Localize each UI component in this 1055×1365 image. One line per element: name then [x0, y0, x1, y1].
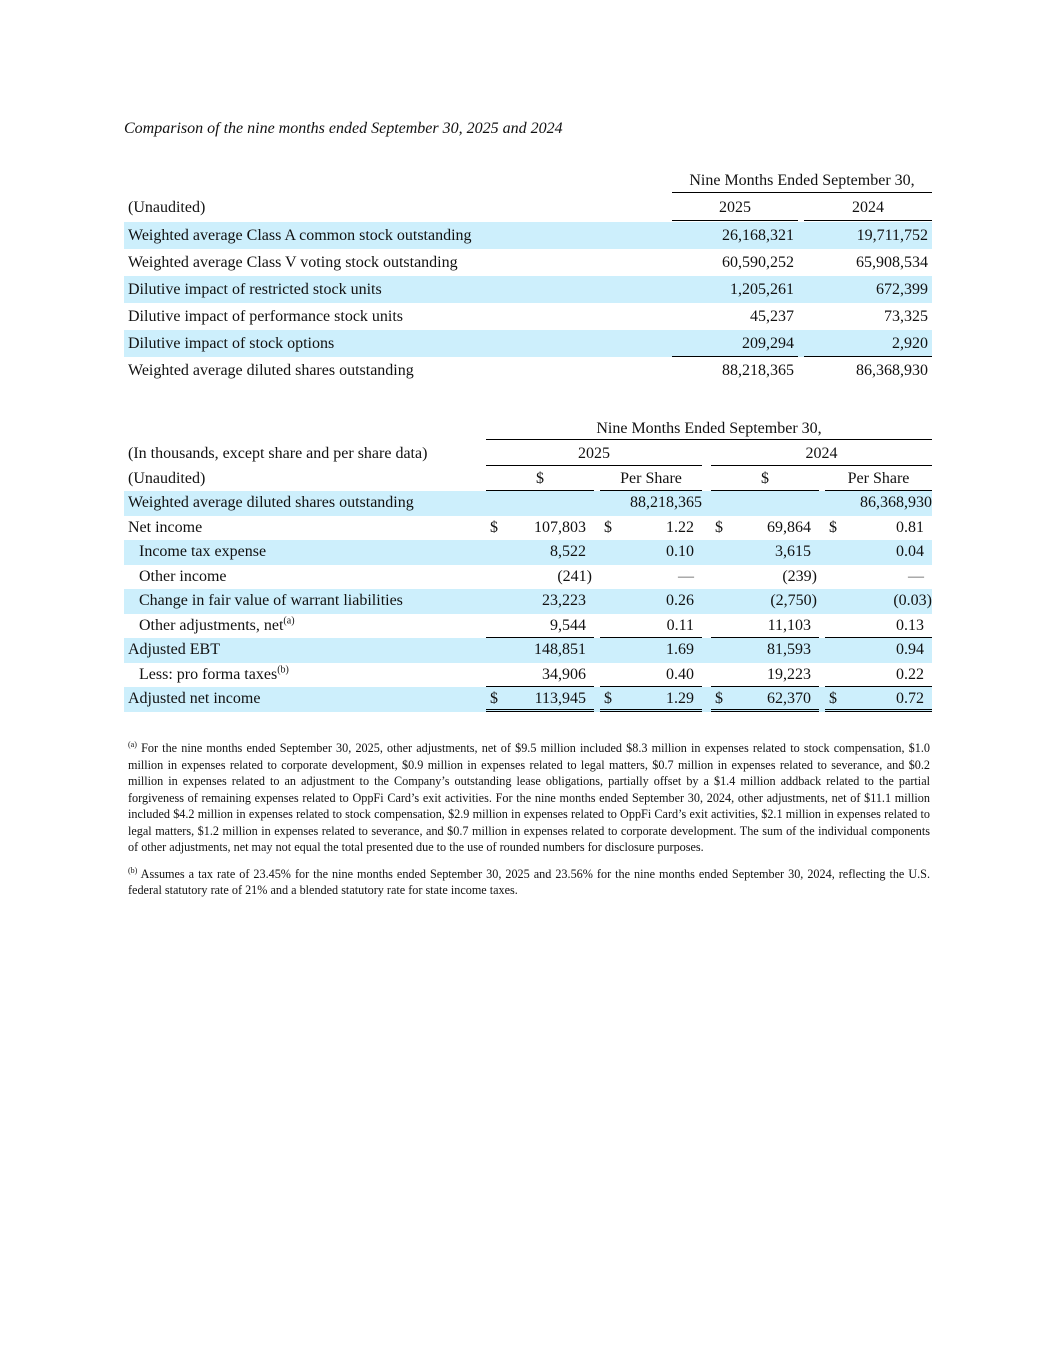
value-2025: $ 107,803: [490, 518, 586, 536]
per-share-2025: —: [678, 567, 694, 585]
col-header-per-share-2025: Per Share: [600, 467, 702, 491]
year-header-2025: 2025: [672, 194, 798, 221]
row-label: Other adjustments, net$^{(a)}$: [139, 615, 295, 634]
per-share-2024: 0.22: [825, 663, 932, 687]
per-share-2024: $ 0.72: [825, 687, 932, 712]
value-2024: 81,593: [767, 641, 811, 658]
year-header-2024: 2024: [711, 442, 932, 466]
value-2025: (241): [557, 567, 592, 585]
value-2024: $ 62,370: [711, 687, 819, 712]
period-header-row: [124, 418, 932, 442]
row-label: Weighted average diluted shares outstanding: [128, 362, 414, 379]
row-label: Weighted average diluted shares outstanding: [128, 494, 414, 511]
table-row: [124, 614, 932, 639]
value-2024: (2,750): [770, 592, 817, 609]
shares-2025: 88,218,365: [630, 494, 702, 511]
col-header-per-share-2024: Per Share: [825, 467, 932, 491]
value-2025: 8,522: [550, 543, 586, 560]
table-row: [124, 303, 932, 330]
row-label: Adjusted net income: [128, 690, 261, 707]
row-label: Dilutive impact of restricted stock units: [128, 281, 382, 298]
table-row: [124, 516, 932, 541]
row-label: Net income: [128, 518, 203, 536]
period-header-row: [124, 170, 932, 194]
row-label: Adjusted EBT: [128, 641, 220, 658]
per-share-2024: $ 0.81: [829, 518, 924, 536]
value-2024: $ 69,864: [715, 518, 811, 536]
year-header-2025: 2025: [486, 442, 702, 466]
row-label: Weighted average Class A common stock outstanding: [128, 227, 472, 244]
value-2024: 86,368,930: [856, 362, 928, 379]
section-heading: Comparison of the nine months ended September 30, 2025 and 2024: [124, 120, 563, 137]
shares-2024: 86,368,930: [860, 494, 932, 511]
value-2025: 148,851: [534, 641, 586, 658]
value-2024: 19,223: [711, 663, 819, 687]
table-row-total: [124, 687, 932, 712]
col-header-dollar-2024: $: [711, 467, 819, 491]
value-2025: 34,906: [486, 663, 594, 687]
footnote-text: For the nine months ended September 30, 2025, other adjustments, net of $9.5 million included $8.3 million in expenses related to stock compensation, $1.0 million in expenses related to corporate development, $0.9 million in expenses related to legal matters, $0.7 million in expenses related to severance, and $0.2 million in expenses related to an adjustment to the Company’s outstanding lease obligations, partially offset by a $1.4 million addback related to the partial forgiveness of remaining expenses related to OppFi Card’s exit activities. For the nine months ended September 30, 2024, other adjustments, net of $11.1 million included $4.2 million in expenses related to stock compensation, $2.9 million in expenses related to OppFi Card’s exit activities, $2.1 million in expenses related to legal matters, $1.2 million in expenses related to severance, and $0.7 million in expenses related to corporate development. The sum of the individual components of other adjustments, net may not equal the total presented due to the use of rounded numbers for disclosure purposes.: [128, 741, 931, 854]
value-2024: 672,399: [876, 281, 928, 298]
per-share-2025: 0.26: [666, 592, 694, 609]
year-header-2024: 2024: [804, 194, 932, 221]
row-label: Other income: [139, 567, 227, 585]
per-share-2024: 0.94: [896, 641, 924, 658]
value-2024: 3,615: [775, 543, 811, 560]
footnote-marker: (b): [128, 865, 138, 875]
value-2025: 26,168,321: [722, 227, 794, 244]
table-row: [124, 330, 932, 357]
per-share-2025: 1.69: [666, 641, 694, 658]
period-header: Nine Months Ended September 30,: [486, 420, 932, 440]
per-share-2025: $ 1.22: [604, 518, 694, 536]
value-2025: 9,544: [486, 614, 594, 638]
footnote-b: [128, 866, 930, 899]
table-row: [124, 249, 932, 276]
table-row-total: [124, 357, 932, 384]
value-2024: 73,325: [884, 308, 928, 325]
footnote-a: [128, 740, 930, 856]
per-share-2024: 0.13: [825, 614, 932, 638]
per-share-2025: $ 1.29: [600, 687, 702, 712]
per-share-2024: (0.03): [893, 592, 932, 609]
table-row: [124, 663, 932, 688]
row-label-header: (Unaudited): [128, 199, 206, 216]
value-2025: 60,590,252: [722, 254, 794, 271]
row-label: Less: pro forma taxes$^{(b)}$: [139, 664, 289, 683]
value-2024: 2,920: [804, 330, 932, 357]
units-label: (In thousands, except share and per share data): [128, 445, 428, 462]
footnote-marker: (b): [277, 664, 289, 676]
per-share-2025: 0.10: [666, 543, 694, 560]
value-2024: 65,908,534: [856, 254, 928, 271]
value-2025: 45,237: [750, 308, 794, 325]
table-row: [124, 565, 932, 590]
column-header-row: [124, 467, 932, 492]
per-share-2024: —: [908, 567, 924, 585]
per-share-2025: 0.11: [600, 614, 702, 638]
footnote-marker: (a): [128, 739, 137, 749]
value-2024: 19,711,752: [856, 227, 928, 244]
value-2025: 209,294: [672, 330, 798, 357]
footnote-marker: (a): [283, 615, 295, 627]
col-header-dollar-2025: $: [486, 467, 594, 491]
row-label: Change in fair value of warrant liabilities: [139, 592, 403, 609]
value-2025: 23,223: [542, 592, 586, 609]
per-share-2025: 0.40: [600, 663, 702, 687]
table-row: [124, 540, 932, 565]
table-row: [124, 222, 932, 249]
row-label: Income tax expense: [139, 543, 267, 560]
value-2024: 11,103: [711, 614, 819, 638]
footnotes: [128, 740, 930, 909]
footnote-text: Assumes a tax rate of 23.45% for the nine months ended September 30, 2025 and 23.56% for the nine months ended September 30, 2024, reflecting the U.S. federal statutory rate of 21% and a blended statutory rate for state income taxes.: [128, 866, 931, 897]
share-count-table: [124, 170, 932, 384]
adjusted-net-income-table: [124, 418, 932, 712]
value-2025: 88,218,365: [722, 362, 794, 379]
value-2025: 1,205,261: [730, 281, 794, 298]
value-2025: $ 113,945: [486, 687, 594, 712]
table-row: [124, 276, 932, 303]
row-label-header: (Unaudited): [128, 469, 206, 487]
value-2024: (239): [782, 567, 817, 585]
table-row: [124, 638, 932, 663]
row-label: Dilutive impact of performance stock units: [128, 308, 404, 325]
row-label: Weighted average Class V voting stock outstanding: [128, 254, 458, 271]
per-share-2024: 0.04: [896, 543, 924, 560]
row-label: Dilutive impact of stock options: [128, 335, 335, 352]
shares-row: [124, 491, 932, 516]
table-row: [124, 589, 932, 614]
year-header-row: [124, 442, 932, 467]
year-header-row: [124, 194, 932, 222]
period-header: Nine Months Ended September 30,: [672, 172, 932, 193]
